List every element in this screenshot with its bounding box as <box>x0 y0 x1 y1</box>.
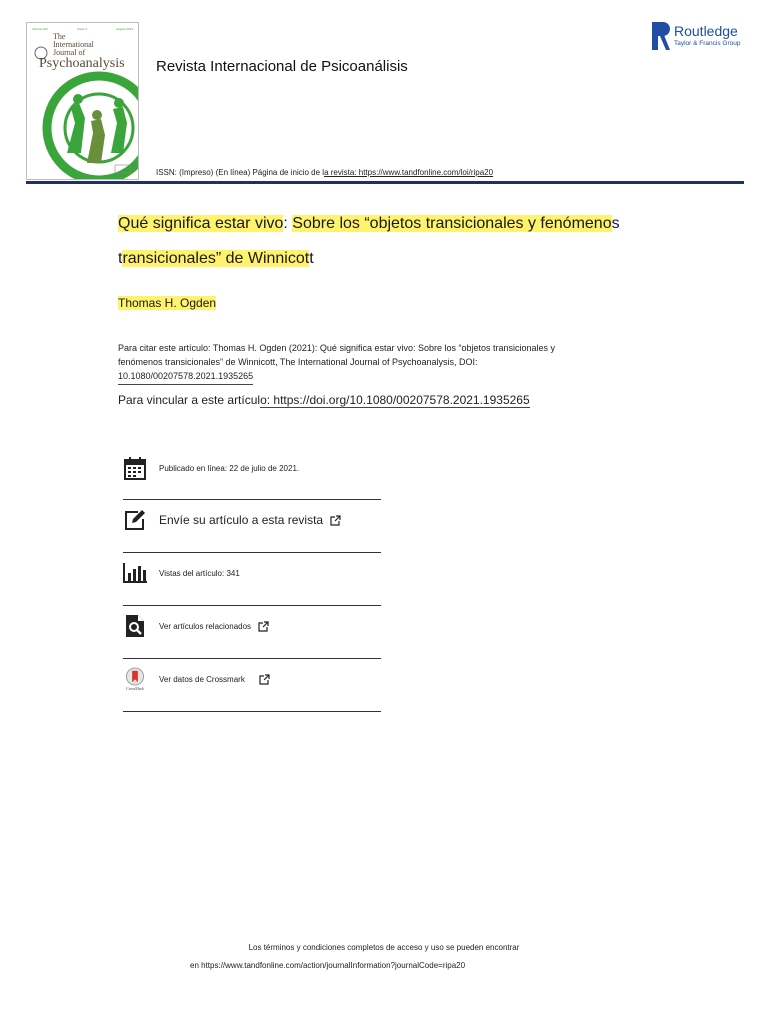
related-articles-link[interactable]: Ver artículos relacionados <box>159 621 252 631</box>
citation-text: Para citar este artículo: Thomas H. Ogden (2021): Qué significa estar vivo: Sobre los “objetos transicionales y fenómenos transicionales” de Winnicott, The International Journal of Psychoanalysis, DOI: <box>118 343 556 367</box>
routledge-r-icon <box>652 22 670 50</box>
related-articles-row[interactable] <box>123 614 381 638</box>
journal-cover-image[interactable] <box>26 22 139 180</box>
cover-issue-strip <box>32 27 133 31</box>
publisher-group: Taylor & Francis Group <box>674 40 741 47</box>
article-author[interactable]: Thomas H. Ogden <box>118 296 217 310</box>
divider <box>123 605 381 606</box>
article-link-label: Para vincular a este artícul <box>118 393 261 407</box>
published-date: Publicado en línea: 22 de julio de 2021. <box>159 463 300 473</box>
submit-article-link[interactable]: Envíe su artículo a esta revista <box>159 513 324 527</box>
calendar-icon <box>123 456 147 480</box>
cover-title: The International Journal of Psychoanalysis <box>39 32 125 71</box>
crossmark-row[interactable] <box>123 667 381 691</box>
divider <box>123 658 381 659</box>
crossmark-link[interactable]: Ver datos de Crossmark <box>159 674 245 684</box>
crossmark-logo-text: CrossMark <box>126 686 144 691</box>
journal-name[interactable]: Revista Internacional de Psicoanálisis <box>156 58 408 75</box>
divider <box>123 499 381 500</box>
article-views: Vistas del artículo: 341 <box>159 568 240 578</box>
divider <box>123 711 381 712</box>
crossmark-icon <box>123 667 147 691</box>
article-doi-url[interactable]: o: https://doi.org/10.1080/00207578.2021.1935265 <box>260 393 530 407</box>
header-divider <box>26 181 744 184</box>
article-title: Qué significa estar vivo: Sobre los “objetos transicionales y fenómenos transicionales” de Winnicott <box>118 215 620 267</box>
cover-issue: Issue 4 <box>77 27 87 31</box>
terms-link[interactable]: en https://www.tandfonline.com/action/journalInformation?journalCode=ripa20 <box>190 961 466 970</box>
external-link-icon <box>258 621 269 632</box>
cover-volume: Volume 102 <box>32 27 48 31</box>
divider <box>123 552 381 553</box>
issn-text: ISSN: (Impreso) (En línea) Página de inicio de l <box>156 168 325 177</box>
citation-block <box>118 341 598 385</box>
terms-line: Los términos y condiciones completos de acceso y uso se pueden encontrar <box>248 943 520 952</box>
submit-article-row[interactable] <box>123 508 381 532</box>
publisher-logo[interactable] <box>652 22 740 50</box>
publisher-name: Routledge <box>674 23 738 39</box>
journal-homepage-link[interactable]: a revista: https://www.tandfonline.com/loi/ripa20 <box>324 168 494 177</box>
bar-chart-icon <box>123 561 147 585</box>
article-views-row <box>123 561 381 585</box>
citation-doi-link[interactable]: 10.1080/00207578.2021.1935265 <box>118 369 253 385</box>
published-row <box>123 456 381 480</box>
edit-icon <box>123 508 147 532</box>
document-search-icon <box>123 614 147 638</box>
external-link-icon <box>330 515 341 526</box>
issn-line <box>156 168 493 177</box>
article-link-line <box>118 393 530 407</box>
external-link-icon <box>259 674 270 685</box>
cover-date: August 2021 <box>116 27 133 31</box>
